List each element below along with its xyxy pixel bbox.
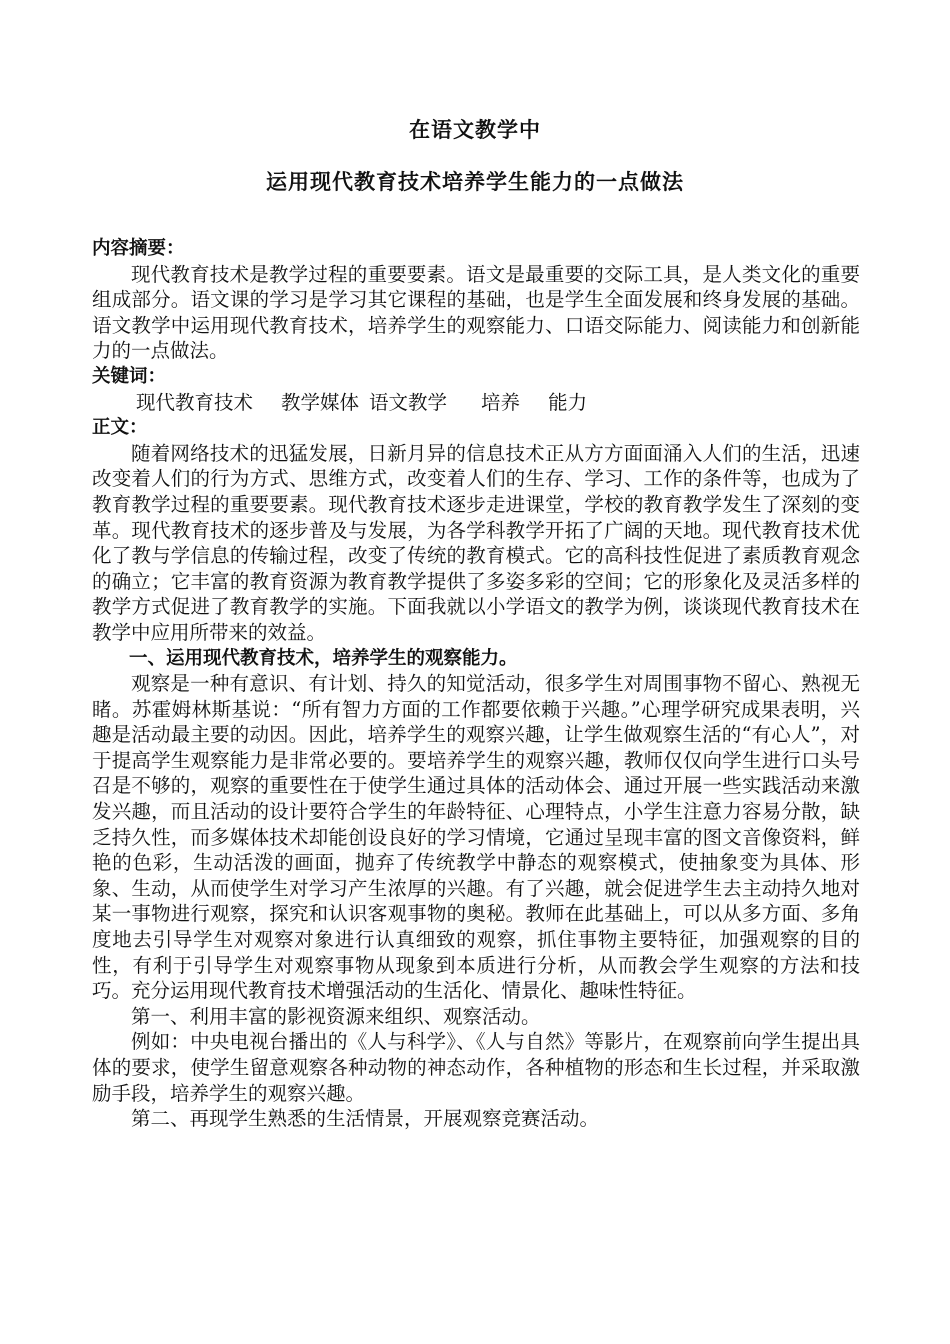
- abstract-label: 内容摘要：: [92, 238, 185, 259]
- keyword: 语文教学: [369, 390, 448, 414]
- section-1-paragraph: 观察是一种有意识、有计划、持久的知觉活动，很多学生对周围事物不留心、熟视无睹。苏霍姆林斯基说：“所有智力方面的工作都要依赖于兴趣。”心理学研究成果表明，兴趣是活动最主要的动因。因此，培养学生的观察兴趣，让学生做观察生活的“有心人”，对于提高学生观察能力是非常必要的。要培养学生的观察兴趣，教师仅仅向学生进行口头号召是不够的，观察的重要性在于使学生通过具体的活动体会、通过开展一些实践活动来激发兴趣，而且活动的设计要符合学生的年龄特征、心理特点，小学生注意力容易分散，缺乏持久性，而多媒体技术却能创设良好的学习情境，它通过呈现丰富的图文音像资料，鲜艳的色彩，生动活泼的画面，抛弃了传统教学中静态的观察模式，使抽象变为具体、形象、生动，从而使学生对学习产生浓厚的兴趣。有了兴趣，就会促进学生去主动持久地对某一事物进行观察，探究和认识客观事物的奥秘。教师在此基础上，可以从多方面、多角度地去引导学生对观察对象进行认真细致的观察，抓住事物主要特征，加强观察的目的性，有利于引导学生对观察事物从现象到本质进行分析，从而教会学生观察的方法和技巧。充分运用现代教育技术增强活动的生活化、情景化、趣味性特征。: [92, 672, 860, 1003]
- keywords-label: 关键词：: [92, 365, 167, 387]
- section-1-heading: 一、运用现代教育技术，培养学生的观察能力。: [129, 647, 518, 669]
- document-content: [92, 236, 860, 1132]
- abstract-paragraph: 现代教育技术是教学过程的重要要素。语文是最重要的交际工具，是人类文化的重要组成部分。语文课的学习是学习其它课程的基础，也是学生全面发展和终身发展的基础。语文教学中运用现代教育技术，培养学生的观察能力、口语交际能力、阅读能力和创新能力的一点做法。: [92, 262, 860, 363]
- keyword: 现代教育技术: [136, 390, 254, 414]
- intro-paragraph: 随着网络技术的迅猛发展，日新月异的信息技术正从方方面面涌入人们的生活，迅速改变着人们的行为方式、思维方式，改变着人们的生存、学习、工作的条件等，也成为了教育教学过程的重要要素。现代教育技术逐步走进课堂，学校的教育教学发生了深刻的变革。现代教育技术的逐步普及与发展，为各学科教学开拓了广阔的天地。现代教育技术优化了教与学信息的传输过程，改变了传统的教育模式。它的高科技性促进了素质教育观念的确立；它丰富的教育资源为教育教学提供了多姿多彩的空间；它的形象化及灵活多样的教学方式促进了教育教学的实施。下面我就以小学语文的教学为例，谈谈现代教育技术在教学中应用所带来的效益。: [92, 441, 860, 644]
- document-title-line-1: 在语文教学中: [409, 118, 541, 142]
- point-1-paragraph: 第一、利用丰富的影视资源来组织、观察活动。: [131, 1004, 541, 1028]
- document-title-line-2: 运用现代教育技术培养学生能力的一点做法: [266, 170, 684, 194]
- keyword: 培养: [481, 390, 521, 414]
- body-label: 正文：: [92, 417, 148, 439]
- keywords-list: [92, 390, 860, 416]
- example-1-paragraph: 例如：中央电视台播出的《人与科学》、《人与自然》等影片，在观察前向学生提出具体的要求，使学生留意观察各种动物的神态动作，各种植物的形态和生长过程，并采取激励手段，培养学生的观察兴趣。: [92, 1030, 860, 1105]
- point-2-paragraph: 第二、再现学生熟悉的生活情景，开展观察竞赛活动。: [131, 1107, 600, 1131]
- keyword: 教学媒体: [281, 390, 360, 414]
- keyword: 能力: [548, 390, 588, 414]
